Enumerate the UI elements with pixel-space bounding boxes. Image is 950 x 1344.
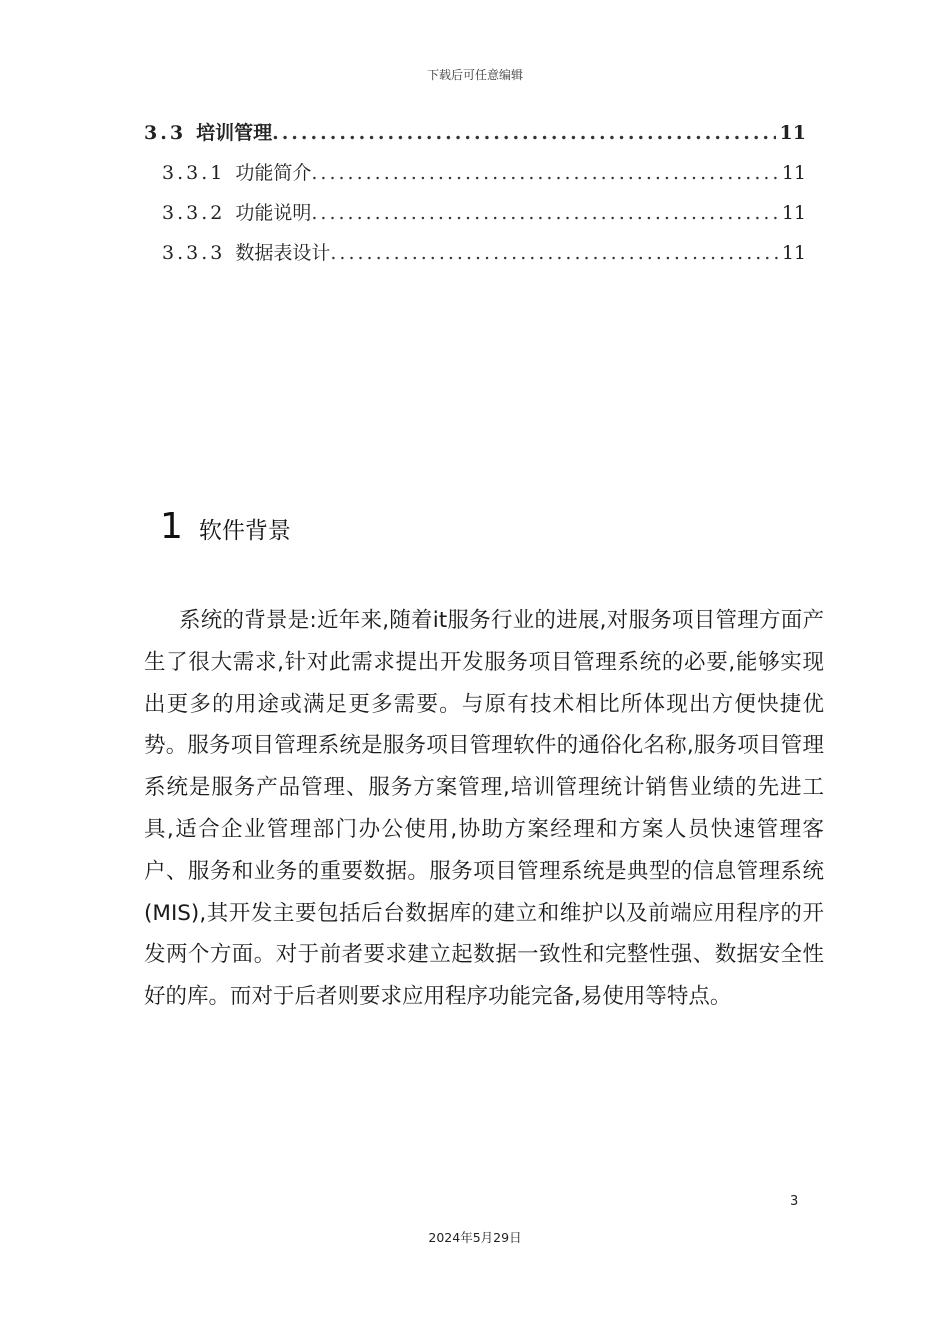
toc-entry-title: 培训管理 [196,122,273,144]
section-heading [160,506,291,547]
table-of-contents [144,118,806,278]
toc-dot-leader [311,162,777,184]
toc-entry-number: 3.3.3 [162,242,226,264]
page-number: 3 [790,1194,799,1209]
toc-entry-page: 11 [781,162,806,184]
toc-entry-page: 11 [781,202,806,224]
section-number: 1 [160,506,183,547]
toc-entry-number: 3.3 [144,122,187,144]
toc-entry-page: 11 [781,242,806,264]
toc-entry-title: 功能说明 [235,202,312,224]
toc-dot-leader [272,122,775,144]
toc-entry-page: 11 [779,122,806,144]
toc-entry[interactable] [144,118,806,158]
toc-entry-title: 功能简介 [235,162,312,184]
header-note: 下载后可任意编辑 [426,68,523,82]
toc-entry-title: 数据表设计 [235,242,331,264]
body-paragraph: 系统的背景是:近年来,随着it服务行业的进展,对服务项目管理方面产生了很大需求,针对此需求提出开发服务项目管理系统的必要,能够实现出更多的用途或满足更多需要。与原有技术相比所体现出方便快捷优势。服务项目管理系统是服务项目管理软件的通俗化名称,服务项目管理系统是服务产品管理、服务方案管理,培训管理统计销售业绩的先进工具,适合企业管理部门办公使用,协助方案经理和方案人员快速管理客户、服务和业务的重要数据。服务项目管理系统是典型的信息管理系统(MIS),其开发主要包括后台数据库的建立和维护以及前端应用程序的开发两个方面。对于前者要求建立起数据一致性和完整性强、数据安全性好的库。而对于后者则要求应用程序功能完备,易使用等特点。 [144,608,824,1010]
toc-entry[interactable] [144,198,806,238]
footer-date: 2024年5月29日 [428,1230,522,1245]
toc-entry[interactable] [144,158,806,198]
toc-entry[interactable] [144,238,806,278]
toc-dot-leader [311,202,777,224]
toc-entry-number: 3.3.2 [162,202,226,224]
section-title: 软件背景 [198,518,291,544]
toc-entry-number: 3.3.1 [162,162,226,184]
toc-dot-leader [330,242,777,264]
